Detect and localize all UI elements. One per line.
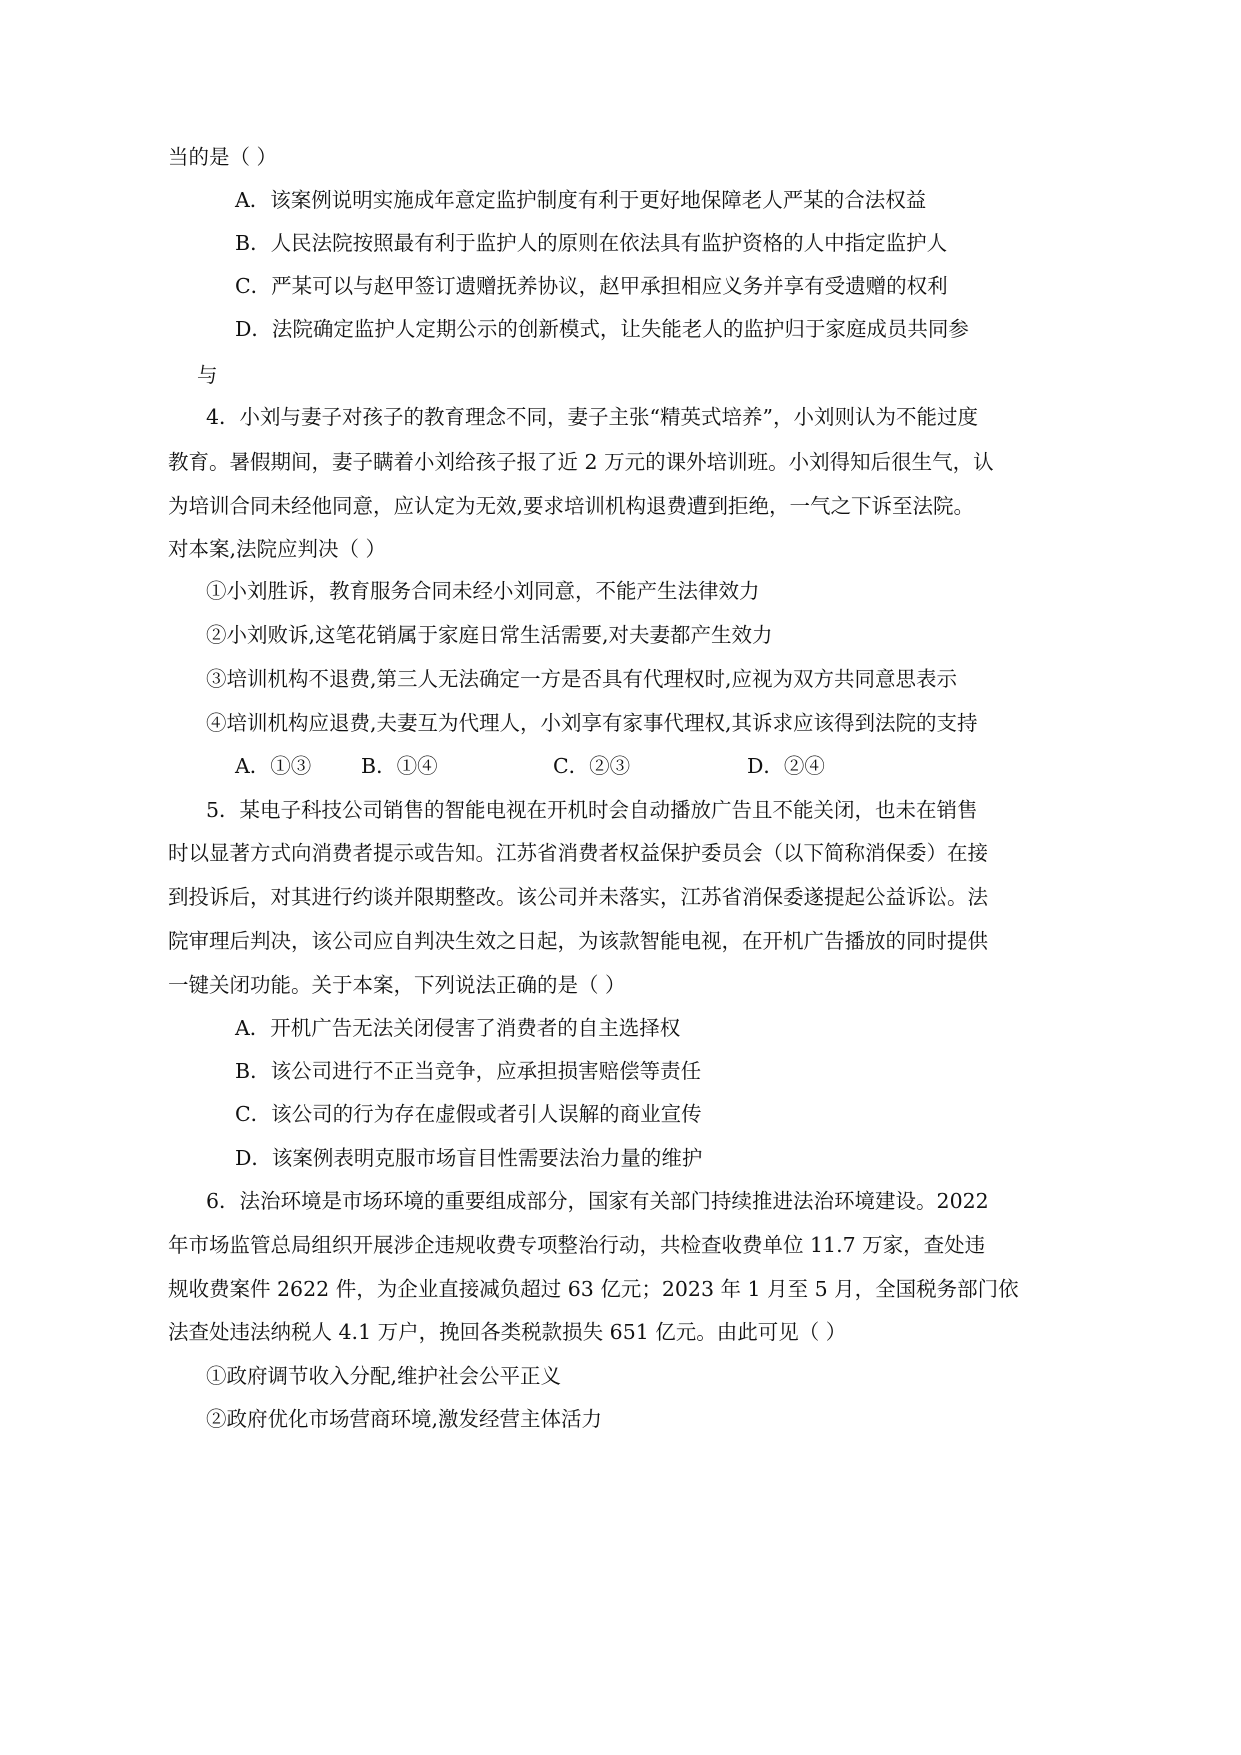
q4-stem-line-1: 4．小刘与妻子对孩子的教育理念不同，妻子主张“精英式培养”，小刘则认为不能过度 — [206, 405, 979, 429]
q4-statement-3: ③培训机构不退费,第三人无法确定一方是否具有代理权时,应视为双方共同意思表示 — [206, 667, 958, 691]
q3-option-c: C．严某可以与赵甲签订遗赠抚养协议，赵甲承担相应义务并享有受遗赠的权利 — [235, 274, 948, 298]
q3-option-a: A．该案例说明实施成年意定监护制度有利于更好地保障老人严某的合法权益 — [235, 188, 927, 212]
q5-stem-line-5: 一键关闭功能。关于本案，下列说法正确的是（ ） — [168, 973, 626, 997]
q3-stem-tail: 当的是（ ） — [168, 145, 278, 169]
q5-option-c: C．该公司的行为存在虚假或者引人误解的商业宣传 — [235, 1102, 702, 1126]
q5-stem-line-1: 5．某电子科技公司销售的智能电视在开机时会自动播放广告且不能关闭，也未在销售 — [206, 798, 978, 822]
q5-stem-line-2: 时以显著方式向消费者提示或告知。江苏省消费者权益保护委员会（以下简称消保委）在接 — [168, 841, 988, 865]
q4-statement-1: ①小刘胜诉，教育服务合同未经小刘同意，不能产生法律效力 — [206, 579, 760, 603]
q5-option-a: A．开机广告无法关闭侵害了消费者的自主选择权 — [235, 1016, 681, 1040]
q5-stem-line-3: 到投诉后，对其进行约谈并限期整改。该公司并未落实，江苏省消保委遂提起公益诉讼。法 — [168, 885, 988, 909]
q4-choice-c: C．②③ — [553, 754, 631, 778]
q4-choice-d: D．②④ — [747, 754, 825, 778]
q6-stem-line-2: 年市场监管总局组织开展涉企违规收费专项整治行动，共检查收费单位 11.7 万家，查处违 — [168, 1233, 986, 1257]
q5-option-d: D．该案例表明克服市场盲目性需要法治力量的维护 — [235, 1146, 703, 1170]
q5-option-b: B．该公司进行不正当竞争，应承担损害赔偿等责任 — [235, 1059, 702, 1083]
q6-stem-line-1: 6．法治环境是市场环境的重要组成部分，国家有关部门持续推进法治环境建设。2022 — [206, 1189, 989, 1213]
q6-stem-line-3: 规收费案件 2622 件，为企业直接减负超过 63 亿元；2023 年 1 月至 5 月，全国税务部门依 — [168, 1277, 1019, 1301]
q4-statement-4: ④培训机构应退费,夫妻互为代理人，小刘享有家事代理权,其诉求应该得到法院的支持 — [206, 711, 978, 735]
q5-stem-line-4: 院审理后判决，该公司应自判决生效之日起，为该款智能电视，在开机广告播放的同时提供 — [168, 929, 988, 953]
q4-choice-b: B．①④ — [361, 754, 438, 778]
q4-stem-line-2: 教育。暑假期间，妻子瞒着小刘给孩子报了近 2 万元的课外培训班。小刘得知后很生气，认 — [168, 450, 994, 474]
q4-statement-2: ②小刘败诉,这笔花销属于家庭日常生活需要,对夫妻都产生效力 — [206, 623, 773, 647]
q6-stem-line-4: 法查处违法纳税人 4.1 万户，挽回各类税款损失 651 亿元。由此可见（ ） — [168, 1320, 847, 1344]
q4-stem-line-3: 为培训合同未经他同意，应认定为无效,要求培训机构退费遭到拒绝，一气之下诉至法院。 — [168, 494, 975, 518]
q3-option-d: D．法院确定监护人定期公示的创新模式，让失能老人的监护归于家庭成员共同参 — [235, 317, 969, 341]
q3-option-d-wrap: 与 — [197, 363, 218, 387]
q4-choice-a: A．①③ — [235, 754, 312, 778]
q3-option-b: B．人民法院按照最有利于监护人的原则在依法具有监护资格的人中指定监护人 — [235, 231, 948, 255]
q6-statement-1: ①政府调节收入分配,维护社会公平正义 — [206, 1364, 562, 1388]
q6-statement-2: ②政府优化市场营商环境,激发经营主体活力 — [206, 1407, 603, 1431]
q4-stem-line-4: 对本案,法院应判决（ ） — [168, 537, 387, 561]
